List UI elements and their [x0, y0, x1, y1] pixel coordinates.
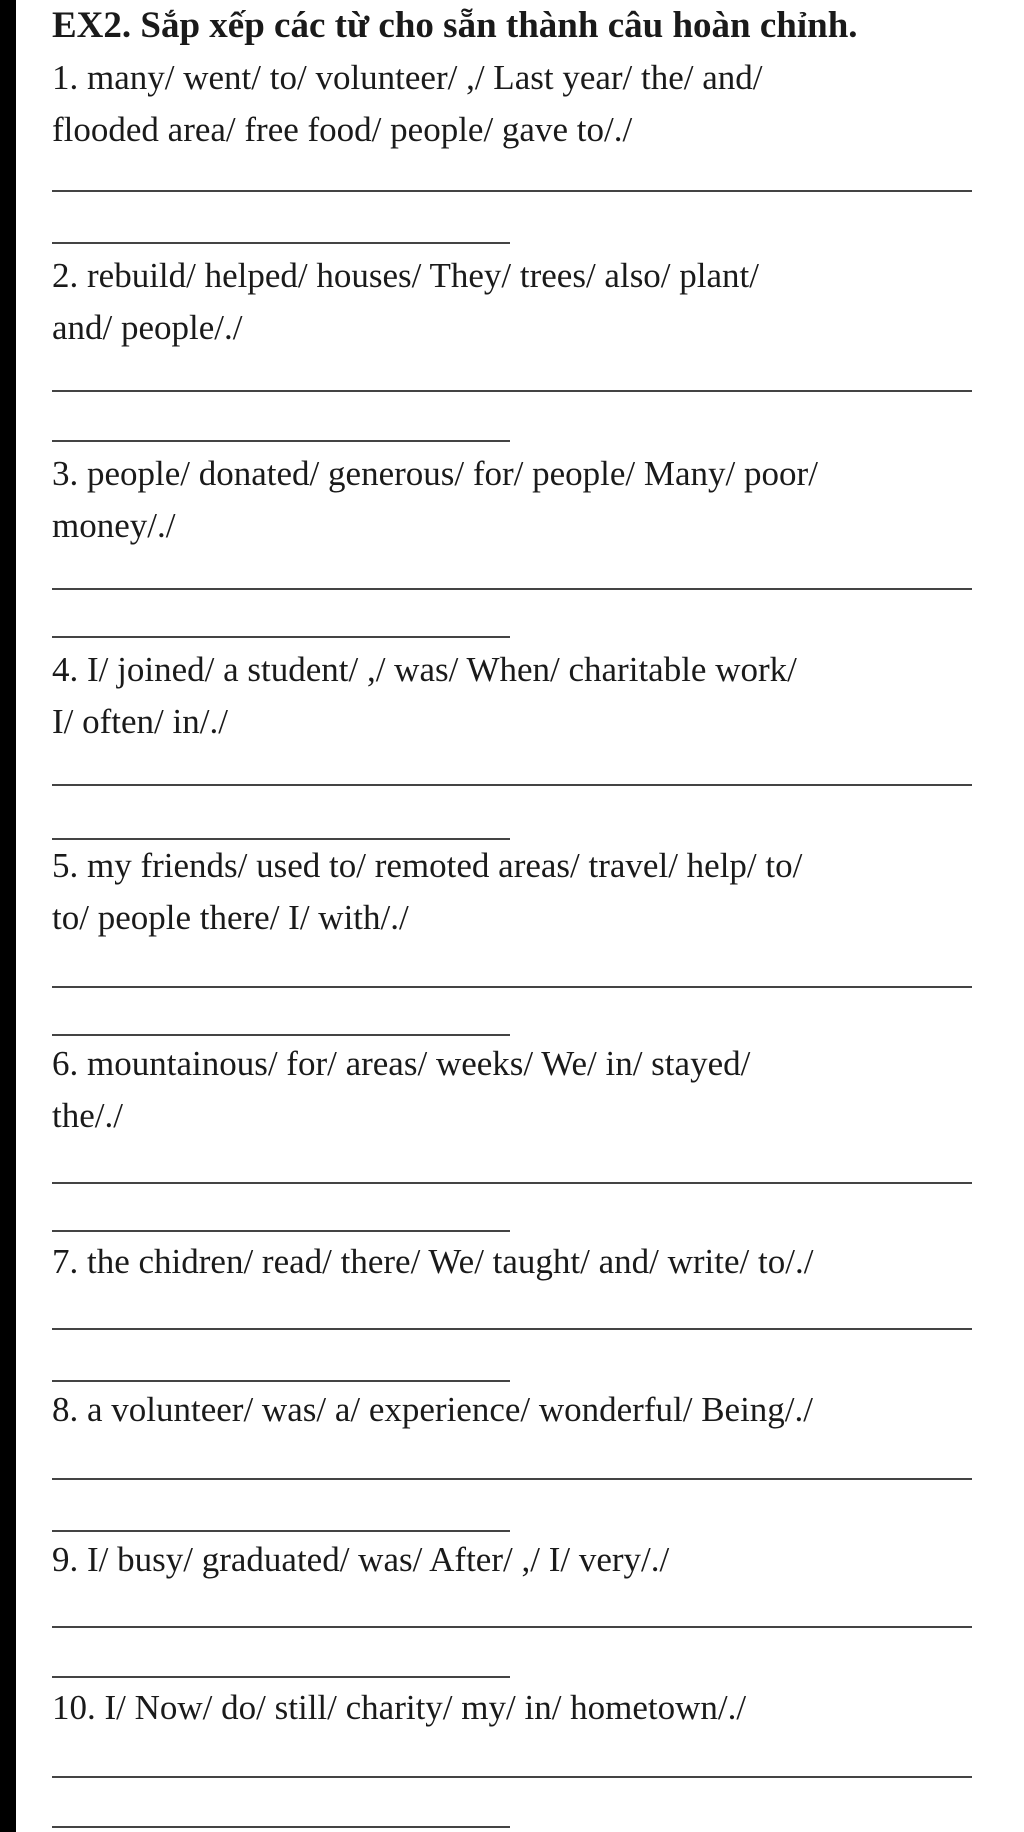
answer-line-5a[interactable] — [52, 986, 972, 988]
answer-line-3a[interactable] — [52, 588, 972, 590]
answer-line-8b[interactable] — [52, 1530, 510, 1532]
answer-line-8a[interactable] — [52, 1478, 972, 1480]
answer-line-6b[interactable] — [52, 1230, 510, 1232]
question-5-line-1: 5. my friends/ used to/ remoted areas/ travel/ help/ to/ — [52, 846, 803, 885]
question-2 — [52, 250, 972, 354]
question-7 — [52, 1236, 972, 1288]
answer-line-5b[interactable] — [52, 1034, 510, 1036]
answer-line-10a[interactable] — [52, 1776, 972, 1778]
answer-line-2a[interactable] — [52, 390, 972, 392]
question-2-line-2: and/ people/./ — [52, 308, 243, 347]
answer-line-2b[interactable] — [52, 440, 510, 442]
question-1-line-2: flooded area/ free food/ people/ gave to/./ — [52, 110, 633, 149]
question-1 — [52, 52, 972, 156]
question-9-line-1: 9. I/ busy/ graduated/ was/ After/ ,/ I/ very/./ — [52, 1540, 670, 1579]
question-5 — [52, 840, 972, 944]
question-3 — [52, 448, 972, 552]
question-5-line-2: to/ people there/ I/ with/./ — [52, 898, 409, 937]
question-10-line-1: 10. I/ Now/ do/ still/ charity/ my/ in/ hometown/./ — [52, 1688, 747, 1727]
answer-line-4a[interactable] — [52, 784, 972, 786]
question-4-line-1: 4. I/ joined/ a student/ ,/ was/ When/ charitable work/ — [52, 650, 797, 689]
question-6 — [52, 1038, 972, 1142]
question-9 — [52, 1534, 972, 1586]
answer-line-7a[interactable] — [52, 1328, 972, 1330]
answer-line-1b[interactable] — [52, 242, 510, 244]
answer-line-9a[interactable] — [52, 1626, 972, 1628]
question-3-line-1: 3. people/ donated/ generous/ for/ people/ Many/ poor/ — [52, 454, 818, 493]
question-6-line-2: the/./ — [52, 1096, 123, 1135]
question-10 — [52, 1682, 972, 1734]
question-1-line-1: 1. many/ went/ to/ volunteer/ ,/ Last year/ the/ and/ — [52, 58, 763, 97]
answer-line-1a[interactable] — [52, 190, 972, 192]
question-8 — [52, 1384, 972, 1436]
question-4 — [52, 644, 972, 748]
answer-line-9b[interactable] — [52, 1676, 510, 1678]
answer-line-7b[interactable] — [52, 1380, 510, 1382]
question-4-line-2: I/ often/ in/./ — [52, 702, 228, 741]
question-8-line-1: 8. a volunteer/ was/ a/ experience/ wonderful/ Being/./ — [52, 1390, 813, 1429]
answer-line-6a[interactable] — [52, 1182, 972, 1184]
question-7-line-1: 7. the chidren/ read/ there/ We/ taught/ and/ write/ to/./ — [52, 1242, 814, 1281]
exercise-title: EX2. Sắp xếp các từ cho sẵn thành câu hoàn chỉnh. — [52, 5, 858, 46]
left-border-bar — [0, 0, 16, 1832]
question-3-line-2: money/./ — [52, 506, 176, 545]
answer-line-10b[interactable] — [52, 1826, 510, 1828]
answer-line-3b[interactable] — [52, 636, 510, 638]
question-2-line-1: 2. rebuild/ helped/ houses/ They/ trees/ also/ plant/ — [52, 256, 759, 295]
question-6-line-1: 6. mountainous/ for/ areas/ weeks/ We/ in/ stayed/ — [52, 1044, 751, 1083]
